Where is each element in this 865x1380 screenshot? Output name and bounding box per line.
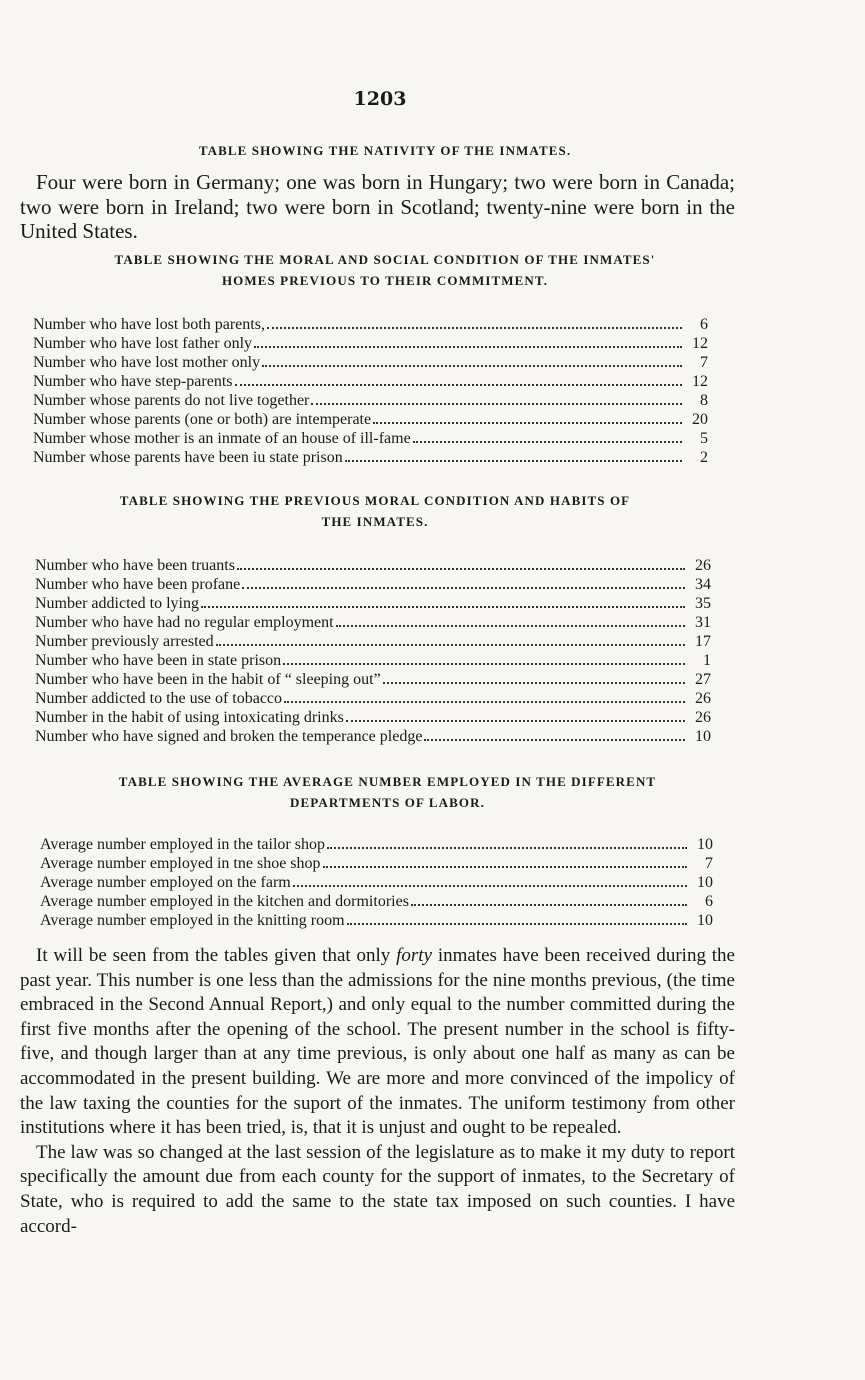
- table-row: [40, 873, 713, 892]
- row-label: Number who have signed and broken the temperance pledge: [35, 728, 423, 745]
- row-value: 1: [703, 652, 711, 669]
- row-value: 7: [705, 855, 713, 872]
- row-label: Number in the habit of using intoxicating drinks: [35, 709, 344, 726]
- table-row: [35, 651, 711, 670]
- table-row: [35, 575, 711, 594]
- table-row: [40, 892, 713, 911]
- table-row: [33, 429, 708, 448]
- table-row: [33, 372, 708, 391]
- leader-dots: [327, 836, 687, 849]
- leader-dots: [323, 855, 687, 868]
- row-label: Number who have lost father only: [33, 335, 253, 352]
- row-label: Number who have lost mother only: [33, 354, 261, 371]
- table-row: [35, 708, 711, 727]
- emphasis-forty: forty: [396, 945, 433, 966]
- leader-dots: [347, 912, 687, 925]
- row-value: 10: [697, 836, 713, 853]
- leader-dots: [345, 449, 682, 462]
- leader-dots: [201, 595, 685, 608]
- row-value: 8: [700, 392, 708, 409]
- leader-dots: [254, 335, 682, 348]
- leader-dots: [267, 316, 682, 329]
- row-value: 31: [695, 614, 711, 631]
- row-label: Number who have been in state prison: [35, 652, 282, 669]
- row-label: Number who have been in the habit of “ sleeping out”: [35, 671, 381, 688]
- labor-table-title: [15, 771, 760, 813]
- habits-table: [35, 556, 711, 746]
- labor-title-line1: TABLE SHOWING THE AVERAGE NUMBER EMPLOYED IN THE DIFFERENT: [118, 774, 657, 789]
- table-row: [33, 334, 708, 353]
- homes-table-title: [10, 249, 760, 291]
- page-number: 1203: [353, 88, 407, 110]
- leader-dots: [242, 576, 685, 589]
- row-label: Average number employed in the kitchen and dormitories: [40, 893, 409, 910]
- leader-dots: [373, 411, 682, 424]
- row-label: Number who have lost both parents,: [33, 316, 265, 333]
- row-value: 12: [692, 373, 708, 390]
- row-label: Number whose parents do not live together: [33, 392, 310, 409]
- row-label: Number who have step-parents: [33, 373, 233, 390]
- leader-dots: [411, 893, 687, 906]
- leader-dots: [413, 430, 682, 443]
- row-value: 35: [695, 595, 711, 612]
- nativity-text: Four were born in Germany; one was born in Hungary; two were born in Canada; two were born in Ireland; two were born in Scotland; twenty-nine were born in the United States.: [20, 170, 735, 243]
- row-value: 26: [695, 690, 711, 707]
- row-value: 2: [700, 449, 708, 466]
- leader-dots: [336, 614, 685, 627]
- table-row: [35, 556, 711, 575]
- leader-dots: [424, 728, 685, 741]
- row-label: Average number employed in the tailor shop: [40, 836, 325, 853]
- row-value: 27: [695, 671, 711, 688]
- body-paragraph-1: It will be seen from the tables given that only forty inmates have been received during the past year. This number is one less than the admissions for the nine months previous, (the time embraced in the Second Annual Report,) and only equal to the number committed during the first five months after the opening of the school. The present number in the school is fifty-five, and though larger than at any time previous, is only about one half as many as can be accommodated in the present building. We are more and more convinced of the impolicy of the law taxing the counties for the suport of the inmates. The uniform testimony from other institutions where it has been tried, is, that it is unjust and ought to be repealed.: [20, 945, 735, 1139]
- labor-table: [40, 835, 713, 930]
- homes-table: [33, 315, 708, 467]
- row-value: 10: [697, 912, 713, 929]
- leader-dots: [346, 709, 685, 722]
- homes-title-line1: TABLE SHOWING THE MORAL AND SOCIAL CONDITION OF THE INMATES': [114, 252, 656, 267]
- table-row: [33, 410, 708, 429]
- habits-table-title: [30, 490, 720, 532]
- leader-dots: [216, 633, 685, 646]
- row-value: 26: [695, 709, 711, 726]
- row-label: Number previously arrested: [35, 633, 214, 650]
- table-row: [35, 670, 711, 689]
- table-row: [33, 448, 708, 467]
- habits-title-line1: TABLE SHOWING THE PREVIOUS MORAL CONDITION AND HABITS OF: [119, 493, 631, 508]
- body-text: [20, 944, 735, 1239]
- nativity-paragraph: [20, 170, 735, 244]
- table-row: [35, 613, 711, 632]
- row-label: Number addicted to the use of tobacco: [35, 690, 283, 707]
- leader-dots: [235, 373, 683, 386]
- table-row: [40, 835, 713, 854]
- row-label: Average number employed in tne shoe shop: [40, 855, 321, 872]
- row-value: 26: [695, 557, 711, 574]
- row-label: Number who have been truants: [35, 557, 235, 574]
- labor-title-line2: DEPARTMENTS OF LABOR.: [290, 795, 485, 810]
- row-label: Average number employed in the knitting room: [40, 912, 345, 929]
- row-label: Number whose parents (one or both) are intemperate: [33, 411, 372, 428]
- leader-dots: [283, 652, 685, 665]
- leader-dots: [237, 557, 685, 570]
- row-value: 6: [700, 316, 708, 333]
- table-row: [33, 315, 708, 334]
- table-row: [35, 727, 711, 746]
- row-value: 10: [697, 874, 713, 891]
- row-value: 10: [695, 728, 711, 745]
- table-row: [40, 911, 713, 930]
- table-row: [35, 632, 711, 651]
- body-paragraph-2: The law was so changed at the last session of the legislature as to make it my duty to report specifically the amount due from each county for the support of inmates, to the Secretary of State, who is required to add the same to the state tax imposed on such counties. I have accord-: [20, 1141, 735, 1237]
- row-value: 6: [705, 893, 713, 910]
- row-value: 34: [695, 576, 711, 593]
- nativity-table-title: TABLE SHOWING THE NATIVITY OF THE INMATES.: [198, 143, 572, 158]
- row-value: 17: [695, 633, 711, 650]
- row-value: 7: [700, 354, 708, 371]
- leader-dots: [311, 392, 682, 405]
- row-label: Number who have had no regular employment: [35, 614, 334, 631]
- habits-title-line2: THE INMATES.: [321, 514, 429, 529]
- row-label: Number whose parents have been iu state prison: [33, 449, 343, 466]
- row-label: Number addicted to lying: [35, 595, 199, 612]
- row-label: Average number employed on the farm: [40, 874, 291, 891]
- row-value: 20: [692, 411, 708, 428]
- row-label: Number who have been profane: [35, 576, 241, 593]
- leader-dots: [284, 690, 685, 703]
- leader-dots: [383, 671, 685, 684]
- leader-dots: [293, 874, 687, 887]
- row-label: Number whose mother is an inmate of an house of ill-fame: [33, 430, 411, 447]
- row-value: 12: [692, 335, 708, 352]
- row-value: 5: [700, 430, 708, 447]
- table-row: [35, 594, 711, 613]
- table-row: [40, 854, 713, 873]
- table-row: [33, 353, 708, 372]
- table-row: [35, 689, 711, 708]
- leader-dots: [262, 354, 682, 367]
- homes-title-line2: HOMES PREVIOUS TO THEIR COMMITMENT.: [221, 273, 549, 288]
- table-row: [33, 391, 708, 410]
